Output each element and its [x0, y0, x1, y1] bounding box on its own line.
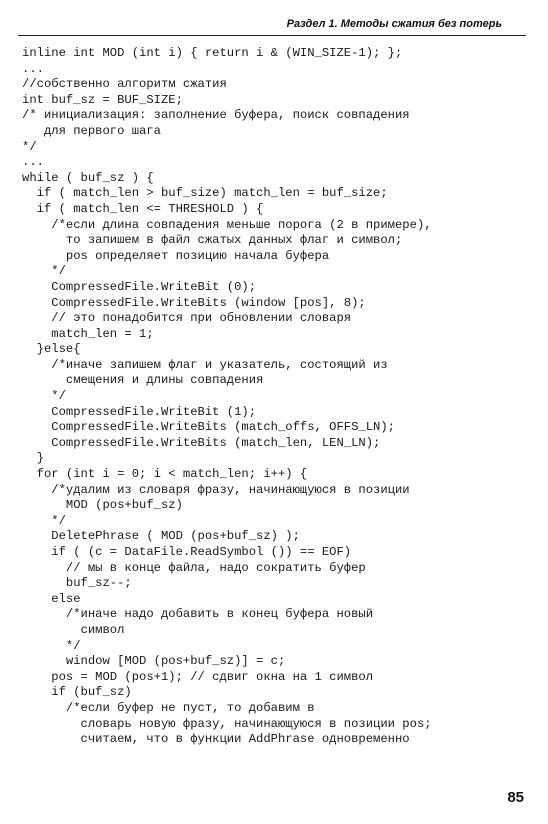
code-line: if ( (c = DataFile.ReadSymbol ()) == EOF) — [22, 545, 352, 559]
code-line: /*иначе запишем флаг и указатель, состоящий из — [22, 357, 388, 372]
code-line: inline int MOD (int i) { return i & (WIN_SIZE-1); }; — [22, 46, 403, 60]
code-listing — [22, 46, 528, 748]
code-line: if ( match_len > buf_size) match_len = buf_size; — [22, 186, 388, 201]
code-line: }else{ — [22, 342, 81, 357]
code-line: for (int i = 0; i < match_len; i++) { — [22, 467, 308, 482]
header-rule — [18, 35, 526, 36]
running-head: Раздел 1. Методы сжатия без потерь — [286, 18, 502, 30]
code-line: int buf_sz = BUF_SIZE; — [22, 92, 183, 107]
code-line: //собственно алгоритм сжатия — [22, 77, 227, 92]
code-line: словарь новую фразу, начинающуюся в позиции pos; — [22, 716, 432, 731]
code-line: ... — [22, 155, 44, 170]
code-line: для первого шага — [22, 123, 161, 138]
code-line: DeletePhrase ( MOD (pos+buf_sz) ); — [22, 529, 300, 544]
code-line: match_len = 1; — [22, 326, 154, 341]
code-line: ... — [22, 61, 44, 76]
code-line: /* инициализация: заполнение буфера, поиск совпадения — [22, 108, 410, 123]
code-line: if ( match_len <= THRESHOLD ) { — [22, 201, 264, 216]
code-line: // это понадобится при обновлении словаря — [22, 311, 352, 326]
code-line: pos = MOD (pos+1); // сдвиг окна на 1 символ — [22, 669, 374, 684]
page-number: 85 — [507, 789, 524, 806]
code-line: /*удалим из словаря фразу, начинающуюся в позиции — [22, 482, 410, 497]
code-line: /*если буфер не пуст, то добавим в — [22, 700, 315, 715]
code-line: CompressedFile.WriteBit (0); — [22, 279, 257, 294]
code-line: */ — [22, 139, 37, 154]
code-line: pos определяет позицию начала буфера — [22, 248, 330, 263]
code-line: */ — [22, 264, 66, 279]
code-line: while ( buf_sz ) { — [22, 170, 154, 185]
code-line: if (buf_sz) — [22, 685, 132, 700]
code-line: CompressedFile.WriteBits (match_offs, OFFS_LN); — [22, 420, 395, 435]
code-line: смещения и длины совпадения — [22, 373, 264, 388]
code-line: */ — [22, 513, 66, 528]
code-line: */ — [22, 389, 66, 404]
code-line: buf_sz--; — [22, 576, 132, 591]
code-line: /*иначе надо добавить в конец буфера новый — [22, 607, 374, 622]
code-line: CompressedFile.WriteBits (match_len, LEN_LN); — [22, 435, 381, 450]
code-line: /*если длина совпадения меньше порога (2 в примере), — [22, 217, 432, 232]
code-line: считаем, что в функции AddPhrase одновременно — [22, 732, 410, 747]
code-line: символ — [22, 622, 125, 637]
code-line: CompressedFile.WriteBit (1); — [22, 404, 257, 419]
code-line: window [MOD (pos+buf_sz)] = c; — [22, 654, 286, 669]
code-line: } — [22, 451, 44, 466]
code-line: else — [22, 591, 81, 606]
code-line: CompressedFile.WriteBits (window [pos], 8); — [22, 295, 366, 310]
code-line: // мы в конце файла, надо сократить буфер — [22, 560, 366, 575]
code-line: */ — [22, 638, 81, 653]
code-line: то запишем в файл сжатых данных флаг и символ; — [22, 233, 403, 248]
code-line: MOD (pos+buf_sz) — [22, 498, 183, 513]
